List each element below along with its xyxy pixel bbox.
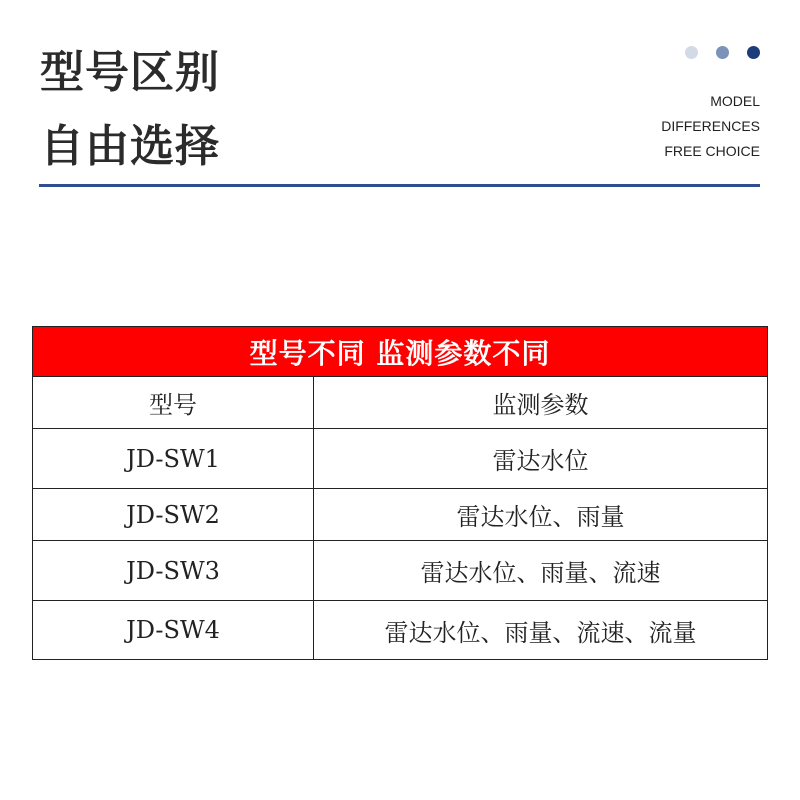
table-row [33, 601, 768, 660]
table-row [33, 429, 768, 489]
subtitle-line-2: DIFFERENCES [661, 118, 760, 134]
dot-icon-light [685, 46, 698, 59]
table-caption: 型号不同 监测参数不同 [33, 327, 768, 377]
table-row [33, 489, 768, 541]
table-caption-row [33, 327, 768, 377]
model-cell: JD-SW2 [33, 489, 314, 541]
table-row [33, 541, 768, 601]
params-cell: 雷达水位 [314, 429, 768, 489]
subtitle-line-1: MODEL [710, 93, 760, 109]
english-subtitle [661, 89, 760, 164]
model-cell: JD-SW1 [33, 429, 314, 489]
decorative-dots [685, 46, 760, 59]
dot-icon-dark [747, 46, 760, 59]
model-cell: JD-SW3 [33, 541, 314, 601]
params-cell: 雷达水位、雨量、流速 [314, 541, 768, 601]
title-line-1: 型号区别 [40, 47, 220, 98]
model-cell: JD-SW4 [33, 601, 314, 660]
params-cell: 雷达水位、雨量 [314, 489, 768, 541]
column-header-params: 监测参数 [314, 377, 768, 429]
params-cell: 雷达水位、雨量、流速、流量 [314, 601, 768, 660]
table-header-row [33, 377, 768, 429]
page-title [40, 36, 220, 184]
subtitle-line-3: FREE CHOICE [664, 143, 760, 159]
dot-icon-medium [716, 46, 729, 59]
header-divider [39, 184, 760, 187]
title-line-2: 自由选择 [40, 121, 220, 172]
column-header-model: 型号 [33, 377, 314, 429]
model-spec-table [32, 326, 768, 660]
